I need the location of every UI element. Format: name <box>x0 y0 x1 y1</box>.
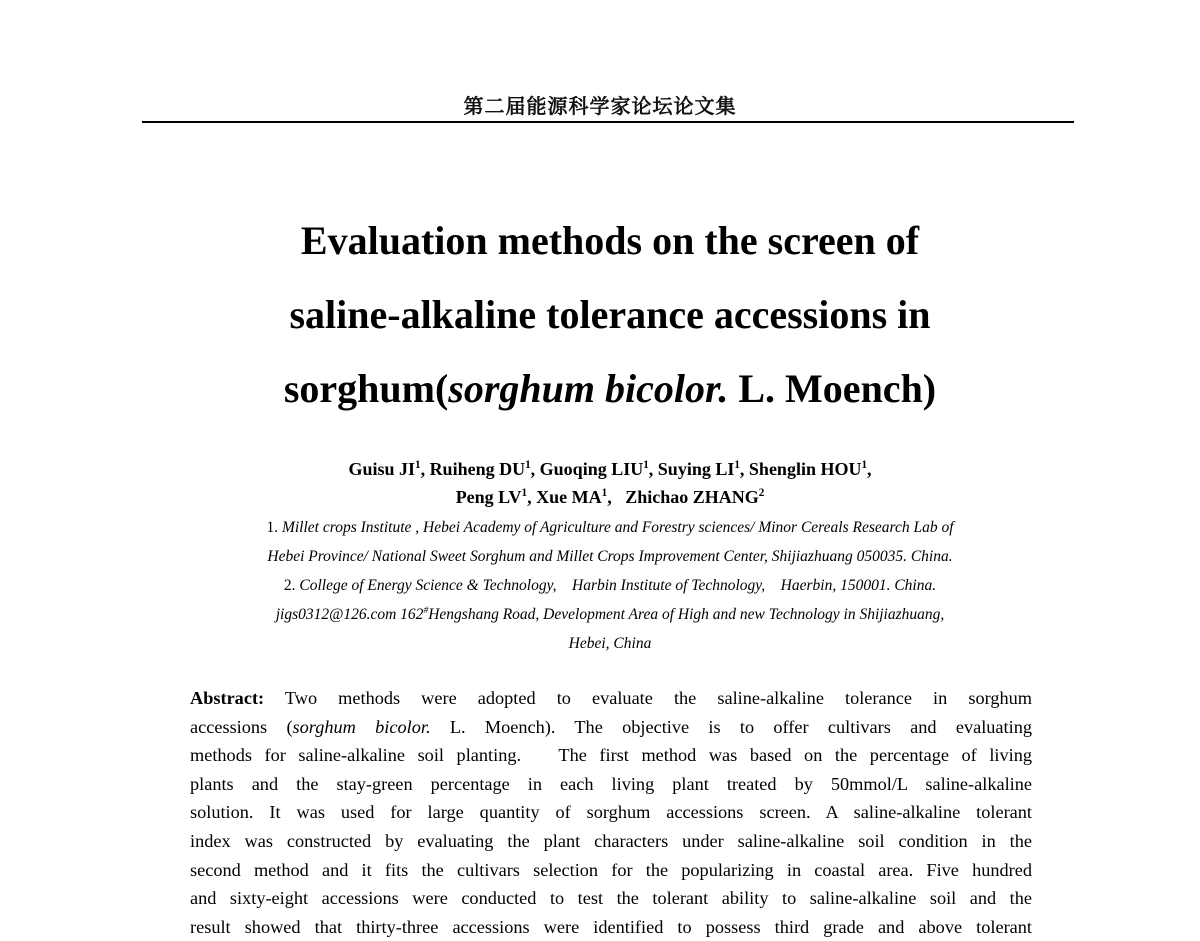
author-name: Xue MA <box>536 487 602 507</box>
abstract-line-9: result showed that thirty-three accessions were identified to possess third grade and above tolerant <box>190 916 1032 937</box>
abstract <box>190 684 1032 941</box>
author-separator: , <box>527 487 537 507</box>
author-affil-sup: 1 <box>861 459 868 471</box>
abstract-line-1 <box>190 684 1032 713</box>
author-list <box>150 455 1070 511</box>
author-affil-sup: 1 <box>414 459 421 471</box>
author-affil-sup: 1 <box>521 487 528 499</box>
author-separator: , <box>739 459 749 479</box>
title-line-3-prefix: sorghum( <box>283 366 449 411</box>
abstract-line-7: second method and it fits the cultivars selection for the popularizing in coastal area. Five hundred <box>190 859 1032 880</box>
affiliation-1-line-2: Hebei Province/ National Sweet Sorghum and Millet Crops Improvement Center, Shijiazhuang 050035. China. <box>267 548 953 565</box>
author-name: Guoqing LIU <box>539 459 644 479</box>
author-separator: , <box>648 459 658 479</box>
abstract-line-3: methods for saline-alkaline soil planting. The first method was based on the percentage of living <box>190 745 1032 766</box>
abstract-line-4: plants and the stay-green percentage in each living plant treated by 50mmol/L saline-alkaline <box>190 773 1032 794</box>
abstract-line-6: index was constructed by evaluating the plant characters under saline-alkaline soil condition in the <box>190 830 1032 851</box>
author-separator: , <box>607 487 626 507</box>
contact-email-address: jigs0312@126.com 162 <box>275 606 424 623</box>
author-name: Shenglin HOU <box>748 459 862 479</box>
affiliation-2-number: 2. <box>283 577 296 594</box>
author-separator: , <box>867 459 872 479</box>
author-affil-sup: 1 <box>525 459 531 471</box>
contact-address: Hengshang Road, Development Area of High and new Technology in Shijiazhuang, <box>428 606 945 623</box>
affiliation-1-line-1 <box>150 513 1070 542</box>
affiliation-2-text: College of Energy Science & Technology, Harbin Institute of Technology, Haerbin, 150001. China. <box>299 577 937 594</box>
affiliation-1-number: 1. <box>266 519 279 536</box>
abstract-line-2 <box>190 713 1032 742</box>
abstract-species-italic: sorghum bicolor. <box>292 716 431 737</box>
author-affil-sup: 1 <box>734 459 740 471</box>
affiliation-1-text: Millet crops Institute , Hebei Academy of Agriculture and Forestry sciences/ Minor Cereals Research Lab of <box>281 519 954 536</box>
author-separator: , <box>530 459 540 479</box>
contact-line-1 <box>150 600 1070 629</box>
paper-title <box>150 204 1070 426</box>
author-line-2 <box>150 483 1070 511</box>
contact-line-2: Hebei, China <box>568 635 652 652</box>
abstract-line-5: solution. It was used for large quantity of sorghum accessions screen. A saline-alkaline tolerant <box>190 802 1032 823</box>
contact-sup: # <box>423 604 429 616</box>
affiliations <box>150 513 1070 658</box>
author-name: Suying LI <box>657 459 735 479</box>
author-affil-sup: 2 <box>758 487 765 499</box>
author-affil-sup: 1 <box>601 487 608 499</box>
abstract-text: accessions ( <box>190 716 293 737</box>
author-name: Guisu JI <box>348 459 415 479</box>
title-line-1: Evaluation methods on the screen of <box>300 218 920 263</box>
title-species-italic: sorghum bicolor. <box>448 366 729 411</box>
title-line-2: saline-alkaline tolerance accessions in <box>289 292 931 337</box>
running-header: 第二届能源科学家论坛论文集 <box>463 94 737 118</box>
abstract-text: L. Moench). The objective is to offer cultivars and evaluating <box>430 716 1032 737</box>
author-line-1 <box>150 455 1070 483</box>
abstract-text: Two methods were adopted to evaluate the saline-alkaline tolerance in sorghum <box>264 688 1032 708</box>
author-affil-sup: 1 <box>643 459 649 471</box>
author-name: Peng LV <box>455 487 522 507</box>
header-rule <box>142 121 1074 123</box>
author-name: Zhichao ZHANG <box>625 487 759 507</box>
title-line-3-suffix: L. Moench) <box>728 366 937 411</box>
abstract-line-8: and sixty-eight accessions were conducted to test the tolerant ability to saline-alkaline soil and the <box>190 888 1032 909</box>
affiliation-2-line <box>150 571 1070 600</box>
author-separator: , <box>420 459 430 479</box>
title-line-3 <box>150 352 1070 426</box>
author-name: Ruiheng DU <box>429 459 526 479</box>
abstract-label: Abstract: <box>190 688 265 708</box>
